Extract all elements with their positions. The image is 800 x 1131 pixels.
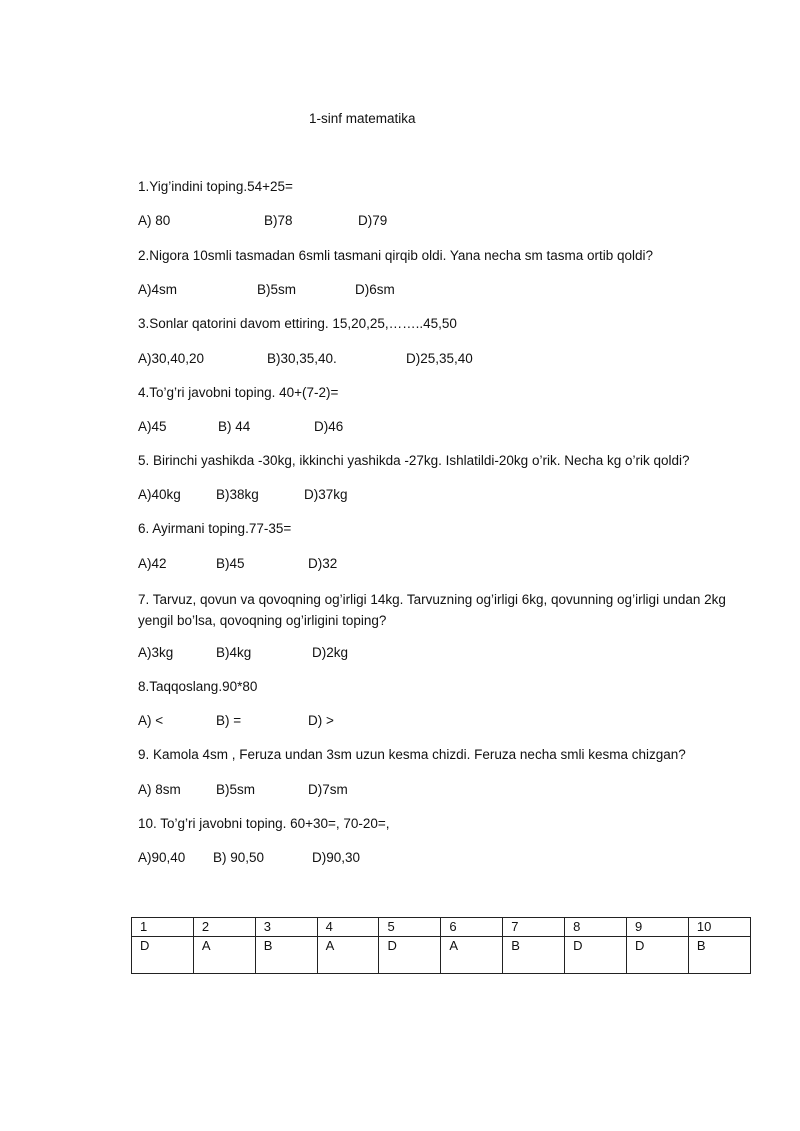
option-d: D)46 [314, 419, 344, 434]
option-b: B)45 [216, 556, 245, 571]
option-d: D)37kg [304, 487, 348, 502]
question-number-cell: 4 [317, 918, 379, 937]
option-d: D)2kg [312, 645, 349, 660]
question-4: 4.To’g’ri javobni toping. 40+(7-2)= [138, 385, 339, 400]
answer-cell: D [565, 937, 627, 974]
answer-cell: B [255, 937, 317, 974]
option-a: A)30,40,20 [138, 351, 205, 366]
option-d: D)6sm [355, 282, 395, 297]
page-title: 1-sinf matematika [309, 111, 416, 126]
table-row-answers [132, 937, 751, 974]
option-a: A) 8sm [138, 782, 181, 797]
option-a: A)3kg [138, 645, 174, 660]
options-9 [138, 782, 738, 800]
question-1: 1.Yig’indini toping.54+25= [138, 179, 293, 194]
option-b: B) = [216, 713, 242, 728]
question-number-cell: 5 [379, 918, 441, 937]
question-8: 8.Taqqoslang.90*80 [138, 679, 258, 694]
option-b: B)38kg [216, 487, 259, 502]
answer-cell: B [688, 937, 750, 974]
question-9: 9. Kamola 4sm , Feruza undan 3sm uzun kesma chizdi. Feruza necha smli kesma chizgan? [138, 747, 686, 762]
option-d: D) > [308, 713, 334, 728]
question-number-cell: 10 [688, 918, 750, 937]
option-a: A) < [138, 713, 164, 728]
answer-cell: A [317, 937, 379, 974]
option-b: B)4kg [216, 645, 252, 660]
question-number-cell: 6 [441, 918, 503, 937]
question-number-cell: 7 [503, 918, 565, 937]
option-d: D)25,35,40 [406, 351, 473, 366]
option-d: D)7sm [308, 782, 348, 797]
options-7 [138, 645, 738, 663]
table-row-numbers [132, 918, 751, 937]
option-d: D)79 [358, 213, 388, 228]
option-d: D)90,30 [312, 850, 361, 865]
options-10 [138, 850, 738, 868]
question-number-cell: 2 [193, 918, 255, 937]
option-b: B) 90,50 [213, 850, 265, 865]
options-6 [138, 556, 738, 574]
question-number-cell: 9 [626, 918, 688, 937]
option-d: D)32 [308, 556, 338, 571]
option-a: A)42 [138, 556, 167, 571]
question-number-cell: 3 [255, 918, 317, 937]
options-2 [138, 282, 738, 300]
option-a: A)90,40 [138, 850, 186, 865]
options-5 [138, 487, 738, 505]
answer-cell: D [379, 937, 441, 974]
question-10: 10. To’g’ri javobni toping. 60+30=, 70-20=, [138, 816, 390, 831]
options-8 [138, 713, 738, 731]
question-3: 3.Sonlar qatorini davom ettiring. 15,20,25,……..45,50 [138, 316, 457, 331]
option-a: A) 80 [138, 213, 171, 228]
option-a: A)4sm [138, 282, 178, 297]
answer-cell: D [132, 937, 194, 974]
options-1 [138, 213, 738, 231]
answer-cell: A [193, 937, 255, 974]
answer-cell: B [503, 937, 565, 974]
question-number-cell: 8 [565, 918, 627, 937]
option-a: A)45 [138, 419, 167, 434]
option-b: B)5sm [257, 282, 297, 297]
option-b: B)5sm [216, 782, 256, 797]
option-a: A)40kg [138, 487, 181, 502]
option-b: B) 44 [218, 419, 251, 434]
option-b: B)78 [264, 213, 293, 228]
answer-cell: D [626, 937, 688, 974]
question-5: 5. Birinchi yashikda -30kg, ikkinchi yashikda -27kg. Ishlatildi-20kg o’rik. Necha kg o’rik qoldi? [138, 453, 690, 468]
question-2: 2.Nigora 10smli tasmadan 6smli tasmani qirqib oldi. Yana necha sm tasma ortib qoldi? [138, 248, 654, 263]
options-3 [138, 351, 738, 369]
options-4 [138, 419, 738, 437]
question-7: 7. Tarvuz, qovun va qovoqning og’irligi 14kg. Tarvuzning og’irligi 6kg, qovunning og’irligi undan 2kg yengil bo’lsa, qovoqning og’irligini toping? [138, 592, 726, 628]
answer-cell: A [441, 937, 503, 974]
option-b: B)30,35,40. [267, 351, 337, 366]
question-number-cell: 1 [132, 918, 194, 937]
question-6: 6. Ayirmani toping.77-35= [138, 521, 292, 536]
answer-key-table [131, 917, 751, 974]
